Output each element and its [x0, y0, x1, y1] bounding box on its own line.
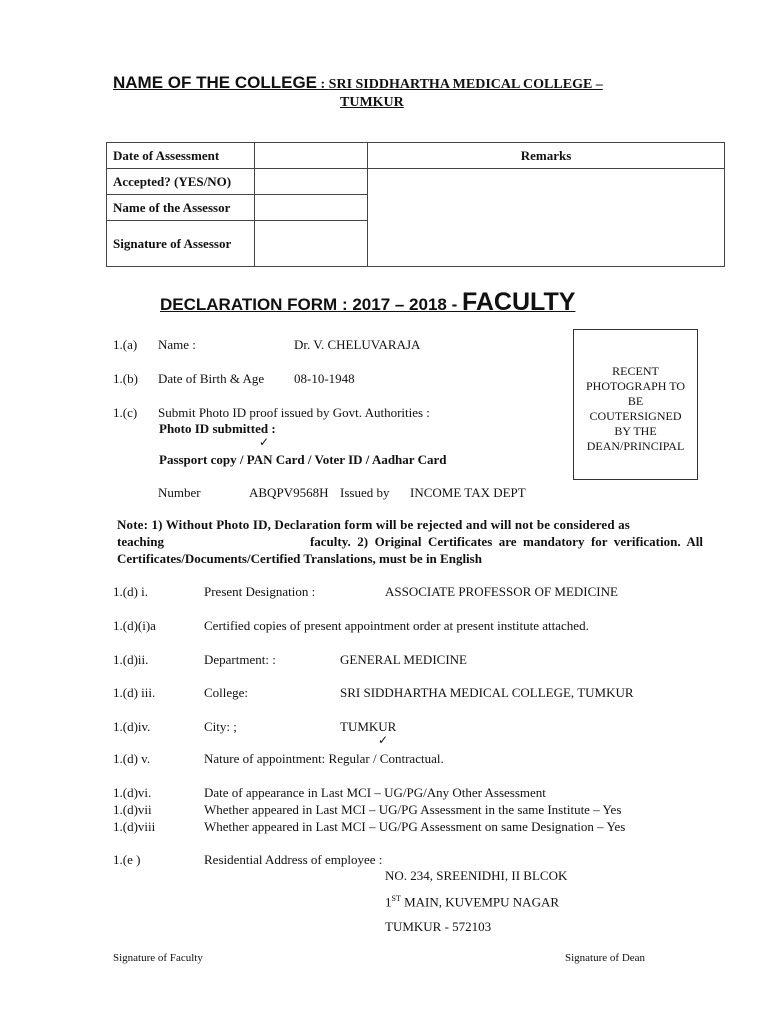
- item-number: 1.(e ): [113, 852, 141, 867]
- checkmark-icon: ✓: [259, 435, 270, 449]
- note-line-2: [117, 533, 703, 550]
- declaration-title-text: DECLARATION FORM : 2017 – 2018 -: [160, 295, 462, 314]
- assessment-table: [106, 142, 725, 267]
- photo-box-line: BY THE: [614, 424, 657, 438]
- assessor-name-field[interactable]: [255, 195, 368, 221]
- declaration-title-faculty: FACULTY: [461, 288, 576, 316]
- name-value: Dr. V. CHELUVARAJA: [294, 337, 421, 352]
- item-number: 1.(d)iv.: [113, 719, 151, 734]
- photo-id-label: Submit Photo ID proof issued by Govt. Authorities :: [158, 405, 430, 420]
- item-number: 1.(d) v.: [113, 751, 151, 766]
- address-line-3: TUMKUR - 572103: [385, 919, 492, 934]
- faculty-signature-label: Signature of Faculty: [113, 952, 203, 964]
- dob-label: Date of Birth & Age: [158, 371, 265, 386]
- name-label: Name :: [158, 337, 196, 352]
- address-line-2: [385, 894, 559, 910]
- declaration-title: [160, 288, 575, 317]
- assessor-signature-label: Signature of Assessor: [107, 221, 255, 267]
- item-number: 1.(b): [113, 371, 138, 386]
- date-of-assessment-label: Date of Assessment: [107, 143, 255, 169]
- address-line-2-sup: ST: [391, 894, 401, 903]
- college-name: SRI SIDDHARTHA MEDICAL COLLEGE –: [328, 77, 603, 92]
- address-line-2-post: MAIN, KUVEMPU NAGAR: [400, 894, 560, 910]
- item-number: 1.(d)viii: [113, 819, 156, 834]
- assessor-signature-field[interactable]: [255, 221, 368, 267]
- department-value: GENERAL MEDICINE: [340, 652, 467, 667]
- checkmark-icon: ✓: [378, 733, 389, 747]
- photo-id-submitted: Photo ID submitted :: [159, 421, 276, 436]
- accepted-label: Accepted? (YES/NO): [107, 169, 255, 195]
- item-number: 1.(d) iii.: [113, 685, 156, 700]
- note-line: Note: 1) Without Photo ID, Declaration form will be rejected and will not be considered as: [117, 517, 630, 532]
- address-label: Residential Address of employee :: [204, 852, 383, 867]
- photo-box-line: RECENT: [612, 364, 659, 378]
- college-separator: :: [317, 77, 329, 92]
- photo-box-line: PHOTOGRAPH TO: [585, 379, 686, 393]
- date-of-assessment-field[interactable]: [255, 143, 368, 169]
- photo-box-line: DEAN/PRINCIPAL: [586, 439, 685, 453]
- same-institute-label: Whether appeared in Last MCI – UG/PG Assessment in the same Institute – Yes: [204, 802, 622, 817]
- designation-value: ASSOCIATE PROFESSOR OF MEDICINE: [385, 584, 618, 599]
- nature-of-appointment: Nature of appointment: Regular / Contractual.: [204, 751, 444, 766]
- dob-value: 08-10-1948: [294, 371, 355, 386]
- item-number: 1.(a): [113, 337, 138, 352]
- dean-signature-label: Signature of Dean: [565, 952, 646, 964]
- id-number-value: ABQPV9568H: [249, 485, 329, 500]
- address-line-1: NO. 234, SREENIDHI, II BLCOK: [385, 868, 568, 883]
- item-number: 1.(d) i.: [113, 584, 149, 599]
- item-number: 1.(d)(i)a: [113, 618, 156, 633]
- accepted-field[interactable]: [255, 169, 368, 195]
- designation-label: Present Designation :: [204, 584, 316, 599]
- department-label: Department: :: [204, 652, 276, 667]
- id-number-label: Number: [158, 485, 201, 500]
- photo-box[interactable]: [573, 329, 698, 480]
- note-line-part: teaching: [117, 534, 164, 549]
- remarks-header: Remarks: [368, 143, 725, 169]
- college-value: SRI SIDDHARTHA MEDICAL COLLEGE, TUMKUR: [340, 685, 634, 700]
- address-line-2-pre: 1: [385, 894, 392, 910]
- city-value: TUMKUR: [340, 719, 397, 734]
- college-heading: [113, 73, 603, 93]
- appointment-order-label: Certified copies of present appointment order at present institute attached.: [204, 618, 589, 633]
- issued-by-value: INCOME TAX DEPT: [410, 485, 526, 500]
- city-label: City: ;: [204, 719, 237, 734]
- photo-box-line: COUTERSIGNED: [589, 409, 682, 423]
- note-line-part: faculty. 2) Original Certificates are mandatory for verification. All: [309, 534, 703, 549]
- item-number: 1.(d)vii: [113, 802, 152, 817]
- note-block: [117, 516, 703, 567]
- item-number: 1.(d)vi.: [113, 785, 152, 800]
- item-number: 1.(d)ii.: [113, 652, 149, 667]
- assessor-name-label: Name of the Assessor: [107, 195, 255, 221]
- last-mci-date-label: Date of appearance in Last MCI – UG/PG/Any Other Assessment: [204, 785, 546, 800]
- college-city: TUMKUR: [340, 95, 404, 110]
- college-label: NAME OF THE COLLEGE: [113, 73, 317, 92]
- college-label-field: College:: [204, 685, 249, 700]
- remarks-field[interactable]: [368, 169, 725, 267]
- item-number: 1.(c): [113, 405, 138, 420]
- photo-box-line: BE: [627, 394, 644, 408]
- same-designation-label: Whether appeared in Last MCI – UG/PG Assessment on same Designation – Yes: [204, 819, 626, 834]
- note-line: Certificates/Documents/Certified Translations, must be in English: [117, 551, 482, 566]
- issued-by-label: Issued by: [340, 485, 390, 500]
- photo-id-options: Passport copy / PAN Card / Voter ID / Aadhar Card: [159, 452, 447, 467]
